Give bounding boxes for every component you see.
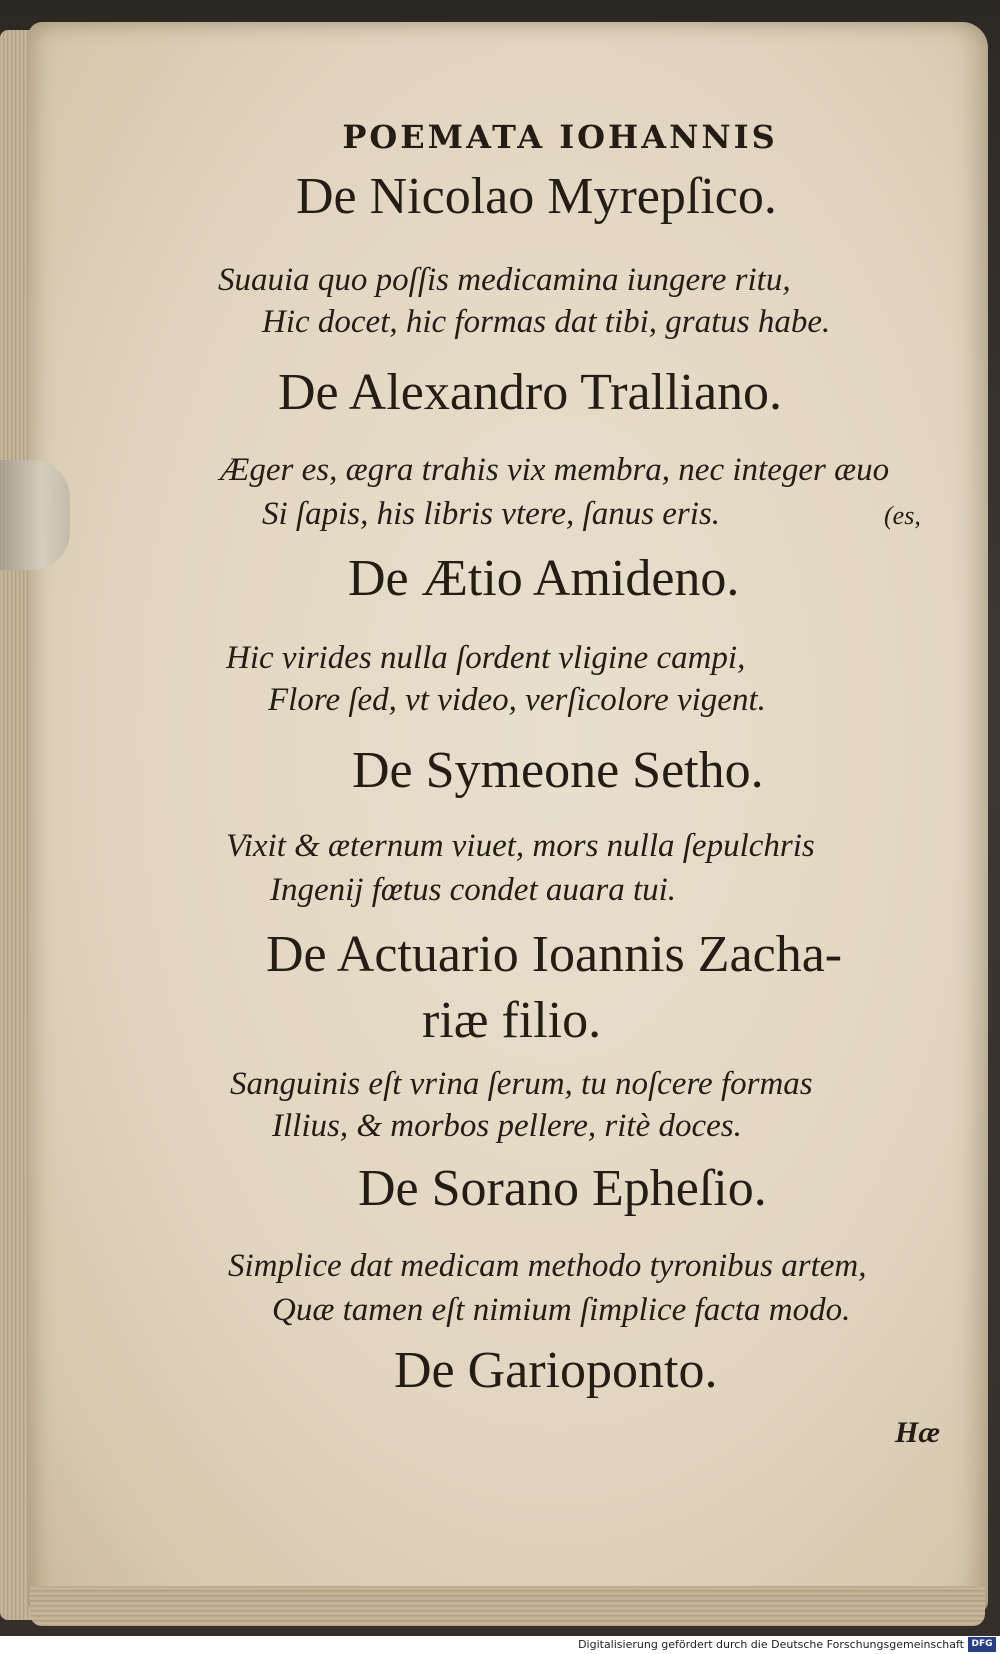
heading-symeone: De Symeone Setho. (352, 742, 764, 799)
heading-actuario-line2: riæ filio. (422, 992, 602, 1049)
verse-line: Hic docet, hic formas dat tibi, gratus habe. (262, 304, 831, 340)
verse-line: Sanguinis eſt vrina ſerum, tu noſcere formas (230, 1066, 813, 1102)
verse-line: Hic virides nulla ſordent vligine campi, (226, 640, 746, 676)
footer-credit: Digitalisierung gefördert durch die Deutsche Forschungsgemeinschaft (578, 1638, 964, 1651)
verse-line: Æger es, ægra trahis vix membra, nec integer æuo (220, 452, 890, 488)
verse-line: Illius, & morbos pellere, ritè doces. (272, 1108, 742, 1144)
catchword: Hæ (895, 1416, 940, 1449)
verse-line: Vixit & æternum viuet, mors nulla ſepulchris (226, 828, 815, 864)
running-head: POEMATA IOHANNIS (342, 118, 778, 156)
heading-alexandro: De Alexandro Tralliano. (278, 364, 783, 421)
heading-garioponto: De Garioponto. (394, 1342, 718, 1399)
heading-nicolao: De Nicolao Myrepſico. (296, 168, 777, 225)
heading-aetio: De Ætio Amideno. (348, 550, 740, 607)
heading-actuario-line1: De Actuario Ioannis Zacha- (266, 926, 843, 983)
verse-line: Quæ tamen eſt nimium ſimplice facta modo. (272, 1292, 851, 1328)
heading-sorano: De Sorano Epheſio. (358, 1160, 767, 1217)
dfg-logo: DFG (968, 1637, 996, 1652)
verse-line: Si ſapis, his libris vtere, ſanus eris. (262, 496, 721, 532)
verse-line: Ingenij fœtus condet auara tui. (270, 872, 677, 908)
verse-line: Flore ſed, vt video, verſicolore vigent. (268, 682, 766, 718)
verse-line: Suauia quo poſſis medicamina iungere ritu, (218, 262, 791, 298)
turnover-word: (es, (884, 501, 921, 530)
verse-line: Simplice dat medicam methodo tyronibus artem, (228, 1248, 867, 1284)
